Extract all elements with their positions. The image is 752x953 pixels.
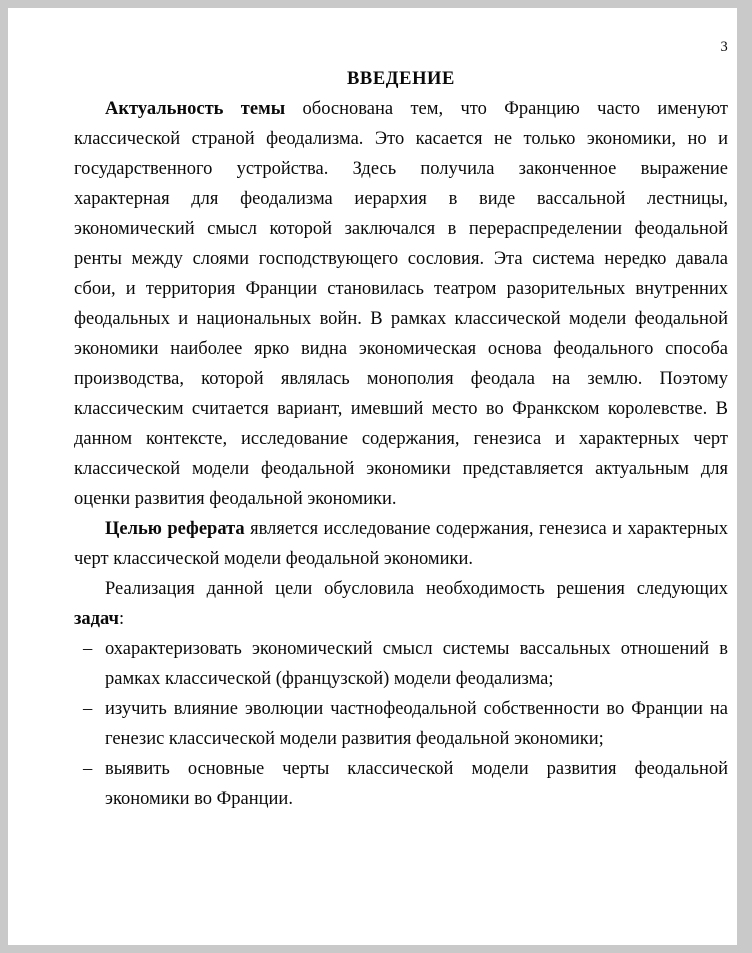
task-list	[74, 634, 728, 814]
paragraph-goal-body: является исследование содержания, генезиса и характерных черт классической модели феодальной экономики.	[74, 519, 729, 569]
paragraph-tasks-intro-colon: :	[119, 609, 125, 629]
viewer-bottom-gutter	[0, 945, 752, 953]
paragraph-relevance-body: обоснована тем, что Францию часто именуют классической страной феодализма. Это касается не только экономики, но и государственного устройства. Здесь получила законченное выражение характерная для феодализма иерархия в виде вассальной лестницы, экономический смысл которой заключался в перераспределении феодальной ренты между слоями господствующего сословия. Эта система нередко давала сбои, и территория Франции становилась театром разорительных внутренних феодальных и национальных войн. В рамках классической модели феодальной экономики наиболее ярко видна экономическая основа феодального способа производства, которой являлась монополия феодала на землю. Поэтому классическим считается вариант, имевший место во Франкском королевстве. В данном контексте, исследование содержания, генезиса и характерных черт классической модели феодальной экономики представляется актуальным для оценки развития феодальной экономики.	[74, 99, 728, 509]
viewer-top-gutter	[0, 0, 752, 8]
list-item-text: охарактеризовать экономический смысл системы вассальных отношений в рамках классической (французской) модели феодализма;	[105, 639, 728, 689]
paragraph-relevance	[74, 94, 728, 514]
paragraph-tasks-intro	[74, 574, 728, 634]
list-item	[74, 694, 728, 754]
page-title: ВВЕДЕНИЕ	[346, 69, 455, 89]
list-item-text: выявить основные черты классической модели развития феодальной экономики во Франции.	[105, 759, 728, 809]
paragraph-relevance-lead: Актуальность темы	[105, 99, 286, 119]
paragraph-goal-lead: Целью реферата	[105, 519, 245, 539]
list-item	[74, 754, 728, 814]
viewer-left-gutter	[0, 0, 8, 953]
page-content	[74, 38, 728, 814]
paragraph-goal	[74, 514, 728, 574]
page-number: 3	[720, 39, 728, 55]
list-item	[74, 634, 728, 694]
paragraph-tasks-intro-body: Реализация данной цели обусловила необходимость решения следующих	[105, 579, 728, 599]
list-item-text: изучить влияние эволюции частнофеодальной собственности во Франции на генезис классической модели развития феодальной экономики;	[105, 699, 728, 749]
paragraph-tasks-intro-keyword: задач	[74, 609, 119, 629]
dash-bullet-icon: –	[83, 699, 93, 719]
viewer-right-gutter	[737, 0, 752, 953]
document-page-sheet	[8, 8, 737, 945]
dash-bullet-icon: –	[83, 639, 93, 659]
dash-bullet-icon: –	[83, 759, 93, 779]
